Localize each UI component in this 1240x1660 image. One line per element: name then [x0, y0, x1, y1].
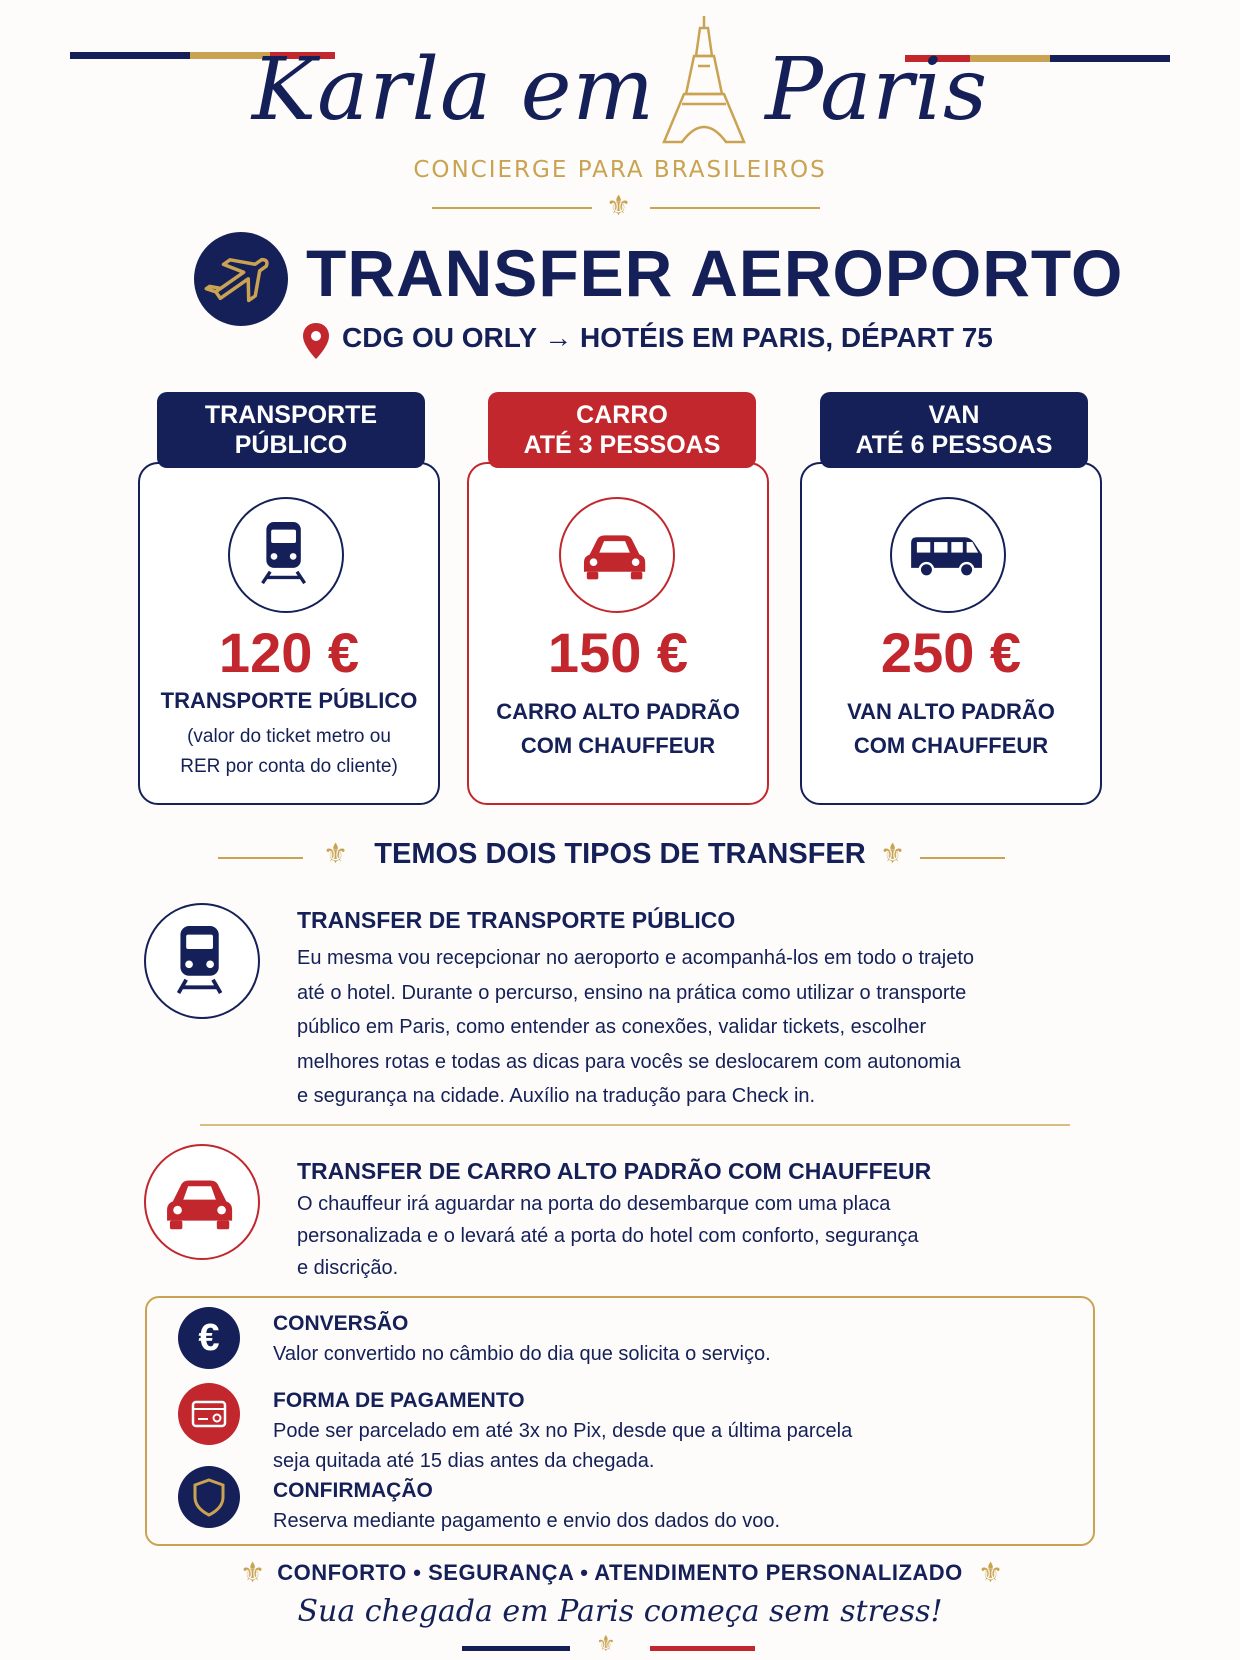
car-icon — [559, 497, 675, 613]
fleur-de-lis-icon: ⚜ — [606, 189, 632, 222]
label-van-line2: COM CHAUFFEUR — [853, 733, 1049, 758]
brand-logo — [0, 40, 1240, 140]
payment-card-icon — [178, 1383, 240, 1445]
info-title: CONFIRMAÇÃO — [273, 1479, 433, 1502]
divider-line-left — [432, 207, 592, 209]
description-line: e segurança na cidade. Auxílio na tradução para Check in. — [297, 1085, 816, 1107]
stripe-red-bottom — [650, 1646, 755, 1651]
fleur-de-lis-icon: ⚜ — [978, 1556, 1004, 1589]
divider — [200, 1124, 1070, 1126]
fleur-de-lis-icon: ⚜ — [596, 1632, 616, 1657]
fleur-de-lis-icon: ⚜ — [240, 1556, 266, 1589]
label-car-line2: COM CHAUFFEUR — [520, 733, 716, 758]
tagline: CONCIERGE PARA BRASILEIROS — [413, 157, 827, 183]
label-public-transport: TRANSPORTE PÚBLICO — [160, 688, 418, 713]
description-line: Eu mesma vou recepcionar no aeroporto e acompanhá-los em todo o trajeto — [297, 947, 975, 969]
page-title: TRANSFER AEROPORTO — [306, 236, 1124, 310]
shield-icon — [178, 1466, 240, 1528]
divider-line-right — [650, 207, 820, 209]
airplane-icon — [194, 232, 288, 326]
description-line: até o hotel. Durante o percurso, ensino na prática como utilizar o transporte — [297, 981, 967, 1004]
stripe-navy-bottom — [462, 1646, 570, 1651]
van-icon — [890, 497, 1006, 613]
description-line: público em Paris, como entender as conexões, validar tickets, escolher — [297, 1016, 927, 1038]
option-tab-line1: CARRO — [576, 401, 668, 429]
route-subtitle: CDG OU ORLY → HOTÉIS EM PARIS, DÉPART 75 — [342, 322, 993, 353]
footer-slogan: Sua chegada em Paris começa sem stress! — [297, 1594, 943, 1629]
section-heading: TEMOS DOIS TIPOS DE TRANSFER — [374, 838, 866, 870]
info-text: Valor convertido no câmbio do dia que solicita o serviço. — [273, 1343, 771, 1365]
option-tab-line2: ATÉ 6 PESSOAS — [855, 431, 1053, 459]
fleur-de-lis-icon: ⚜ — [880, 837, 906, 870]
transfer-type-description — [297, 1188, 1097, 1284]
info-text: Reserva mediante pagamento e envio dos dados do voo. — [273, 1510, 781, 1532]
price-van: 250 € — [880, 621, 1022, 684]
train-icon — [144, 903, 260, 1019]
description-line: melhores rotas e todas as dicas para vocês se deslocarem com autonomia — [297, 1050, 961, 1073]
option-tab-line1: TRANSPORTE — [204, 401, 378, 429]
fleur-de-lis-icon: ⚜ — [323, 837, 349, 870]
option-tab-public-transport — [157, 392, 425, 468]
transfer-type-title: TRANSFER DE CARRO ALTO PADRÃO COM CHAUFFEUR — [297, 1158, 932, 1184]
info-text-line: seja quitada até 15 dias antes da chegada. — [273, 1450, 655, 1472]
description-line: e discrição. — [297, 1257, 399, 1279]
note-line1: (valor do ticket metro ou — [187, 726, 391, 747]
option-tab-line2: ATÉ 3 PESSOAS — [523, 431, 721, 459]
info-text — [273, 1416, 973, 1476]
description-line: personalizada e o levará até a porta do hotel com conforto, segurança — [297, 1225, 919, 1247]
car-icon — [144, 1144, 260, 1260]
euro-icon: € — [178, 1307, 240, 1369]
brand-name-right: Paris — [765, 40, 989, 140]
price-public-transport: 120 € — [218, 621, 360, 684]
note-line2: RER por conta do cliente) — [180, 756, 398, 777]
train-icon — [228, 497, 344, 613]
divider-line-right — [920, 857, 1005, 859]
option-tab-line2: PÚBLICO — [234, 431, 348, 459]
transfer-type-title: TRANSFER DE TRANSPORTE PÚBLICO — [297, 907, 736, 933]
option-tab-car — [488, 392, 756, 468]
info-text-line: Pode ser parcelado em até 3x no Pix, desde que a última parcela — [273, 1420, 853, 1442]
label-van-line1: VAN ALTO PADRÃO — [847, 699, 1055, 724]
transfer-type-description — [297, 941, 1097, 1114]
footer-values: CONFORTO • SEGURANÇA • ATENDIMENTO PERSONALIZADO — [277, 1560, 963, 1585]
brand-name-left: Karla em — [251, 40, 656, 140]
label-car-line1: CARRO ALTO PADRÃO — [496, 699, 740, 724]
option-tab-line1: VAN — [928, 401, 980, 429]
description-line: O chauffeur irá aguardar na porta do desembarque com uma placa — [297, 1193, 891, 1215]
option-tab-van — [820, 392, 1088, 468]
info-title: FORMA DE PAGAMENTO — [273, 1389, 525, 1412]
eiffel-tower-icon — [662, 16, 746, 144]
info-title: CONVERSÃO — [273, 1312, 409, 1335]
location-pin-icon — [302, 322, 330, 360]
price-car: 150 € — [547, 621, 689, 684]
